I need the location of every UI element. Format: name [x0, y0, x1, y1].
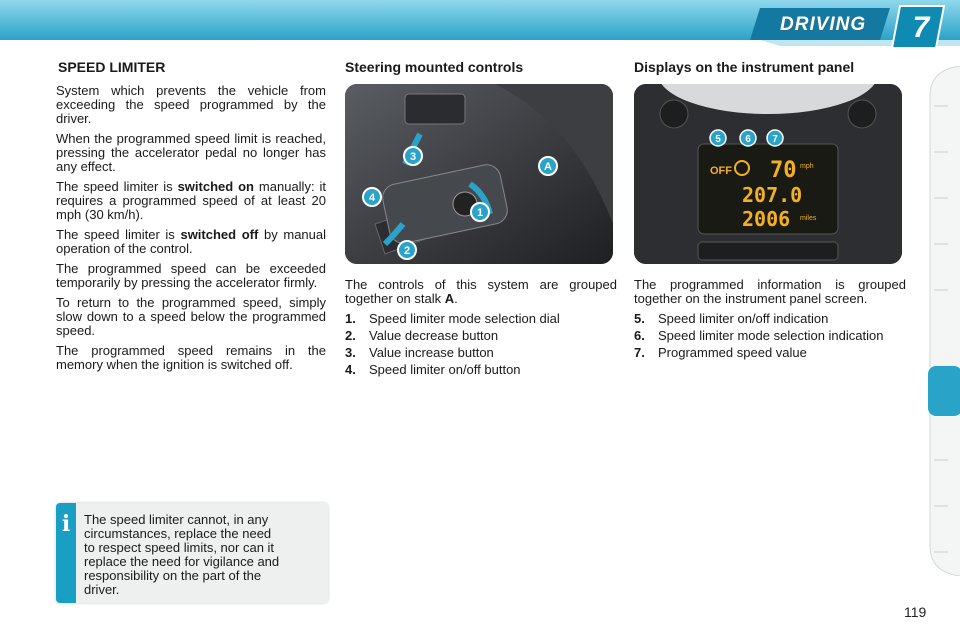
- section-heading: Displays on the instrument panel: [634, 59, 855, 75]
- instrument-display: [634, 84, 902, 264]
- list-item: 6. Speed limiter mode selection indication: [634, 328, 884, 343]
- label-2: 2: [403, 245, 411, 257]
- label-a: A: [544, 161, 552, 173]
- list-item: 7. Programmed speed value: [634, 345, 807, 360]
- list-item: 3. Value increase button: [345, 345, 494, 360]
- label-4: 4: [368, 192, 376, 204]
- paragraph: The programmed information is grouped together on the instrument panel screen.: [634, 277, 906, 306]
- steering-controls-column: [345, 60, 617, 380]
- chapter-side-tabs: [926, 66, 960, 576]
- paragraph: To return to the programmed speed, simply slow down to a speed below the programmed speed.: [56, 295, 326, 338]
- steering-stalk-photo: [345, 84, 613, 264]
- list-item: 4. Speed limiter on/off button: [345, 362, 521, 377]
- label-7: 7: [772, 134, 778, 145]
- list-item: 5. Speed limiter on/off indication: [634, 311, 829, 326]
- odometer-trip: 207.0: [742, 183, 803, 207]
- side-tab-strip: [926, 66, 960, 576]
- odometer-unit: miles: [800, 215, 817, 222]
- chapter-number: 7: [912, 11, 930, 44]
- speed-value: 70: [770, 158, 797, 183]
- list-item: 1. Speed limiter mode selection dial: [345, 311, 560, 326]
- paragraph: The programmed speed can be exceeded temporarily by pressing the accelerator firmly.: [56, 261, 326, 290]
- info-text: The speed limiter cannot, in any circumstances, replace the need to respect speed limits, nor can it replace the need for vigilance and responsibility on the part of the driver.: [84, 512, 280, 597]
- displays-column: [634, 60, 906, 363]
- label-5: 5: [715, 134, 721, 145]
- paragraph: System which prevents the vehicle from exceeding the speed programmed by the driver.: [56, 83, 326, 126]
- instrument-panel-photo: [634, 84, 902, 264]
- label-6: 6: [745, 134, 751, 145]
- chapter-title: DRIVING: [780, 14, 867, 35]
- odometer-total: 2006: [742, 207, 791, 231]
- label-1: 1: [476, 207, 484, 219]
- active-chapter-tab[interactable]: [928, 366, 960, 416]
- speed-limiter-column: [56, 60, 326, 378]
- section-heading: Steering mounted controls: [345, 59, 524, 75]
- speed-unit: mph: [800, 163, 814, 170]
- paragraph: When the programmed speed limit is reached, pressing the accelerator pedal no longer has any effect.: [56, 131, 326, 174]
- list-item: 2. Value decrease button: [345, 328, 499, 343]
- paragraph: The controls of this system are grouped together on stalk A.: [345, 277, 617, 306]
- stalk-illustration: [345, 84, 613, 264]
- paragraph: The speed limiter is switched off by manual operation of the control.: [56, 227, 327, 256]
- off-indicator: OFF: [710, 165, 732, 177]
- info-icon: i: [61, 511, 71, 537]
- paragraph: The programmed speed remains in the memory when the ignition is switched off.: [56, 343, 326, 372]
- section-heading: SPEED LIMITER: [58, 59, 166, 75]
- warning-info-box: [56, 503, 328, 603]
- paragraph: The speed limiter is switched on manually: it requires a programmed speed of at least 20 mph (30 km/h).: [56, 179, 326, 222]
- displays-list: [634, 312, 906, 360]
- label-3: 3: [409, 151, 417, 163]
- chapter-header: [0, 0, 960, 52]
- controls-list: [345, 312, 617, 377]
- page-number: 119: [904, 604, 927, 620]
